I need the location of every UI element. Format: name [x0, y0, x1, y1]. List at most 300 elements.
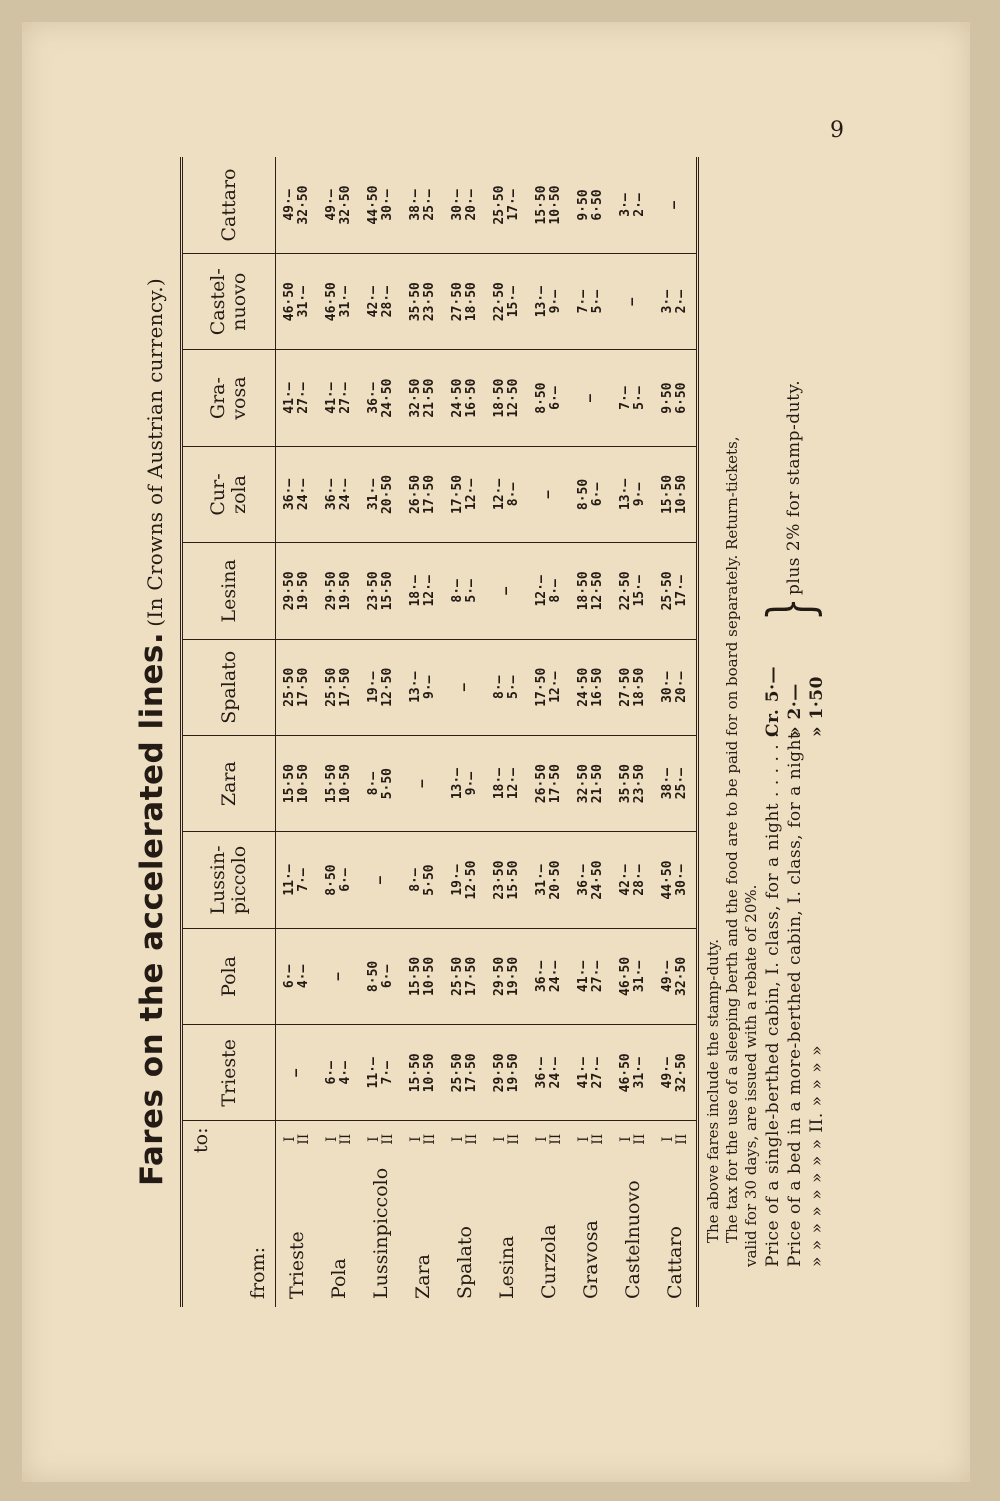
fare-cell [612, 253, 654, 349]
fare-value: 6·— [338, 868, 353, 892]
fare-cell [276, 446, 319, 542]
fare-cell [612, 735, 654, 831]
fare-cell [444, 543, 486, 639]
class-label: I [618, 1136, 634, 1143]
fare-value: 18·50 [492, 378, 507, 418]
fare-cell [570, 253, 612, 349]
fare-value: 13·— [408, 671, 423, 703]
fare-cell [444, 1025, 486, 1121]
column-header [182, 446, 276, 542]
fare-cell [402, 1025, 444, 1121]
fare-cell [318, 157, 360, 253]
fare-cell [360, 639, 402, 735]
fare-value: 36·— [534, 960, 549, 993]
fare-cell [360, 446, 402, 542]
from-station: Curzola [538, 1224, 560, 1299]
fare-cell [402, 543, 444, 639]
class-label: II [422, 1133, 438, 1145]
class-label: I [450, 1136, 466, 1143]
class-labels [444, 1121, 486, 1157]
fare-cell [570, 1025, 612, 1121]
fare-value: 25·50 [324, 667, 339, 707]
fare-cell [528, 735, 570, 831]
fare-value: 6·— [282, 964, 297, 989]
from-station: Pola [328, 1258, 350, 1299]
class-labels [276, 1121, 319, 1157]
fare-cell [486, 928, 528, 1024]
fare-cell [318, 735, 360, 831]
fare-cell [528, 928, 570, 1024]
class-labels [528, 1121, 570, 1157]
class-labels [318, 1121, 360, 1157]
fare-cell [444, 735, 486, 831]
fare-value: 15·50 [324, 764, 339, 804]
fare-cell [654, 928, 698, 1024]
fare-value: 36·— [366, 382, 381, 414]
class-label: I [282, 1136, 298, 1143]
fare-value: 24·— [296, 478, 311, 511]
fare-cell [528, 639, 570, 735]
column-header-line: Cur- [207, 473, 229, 516]
fare-value: 41·— [576, 1057, 591, 1089]
fare-cell [612, 1025, 654, 1121]
fare-value: 32·50 [576, 764, 591, 804]
table-row [654, 157, 698, 1307]
title-subtitle: (In Crowns of Austrian currency.) [143, 277, 167, 627]
fare-cell [528, 543, 570, 639]
fare-value: 35·50 [618, 764, 633, 804]
column-header [182, 157, 276, 253]
fare-value: 29·50 [324, 571, 339, 611]
fare-value: 15·— [506, 286, 521, 318]
class-label: II [548, 1133, 564, 1145]
fare-cell [444, 253, 486, 349]
from-station: Cattaro [654, 1157, 698, 1307]
fare-value: 18·50 [576, 571, 591, 611]
fare-cell [276, 639, 319, 735]
fare-value: — [331, 972, 346, 981]
fare-value: 12·— [464, 478, 479, 511]
fare-value: 21·50 [590, 764, 605, 804]
column-header-line: zola [228, 475, 250, 514]
fare-value: 42·— [366, 286, 381, 318]
class-labels [360, 1121, 402, 1157]
fare-value: 5·50 [380, 767, 395, 800]
fare-value: — [289, 1068, 304, 1077]
fare-value: 31·— [338, 286, 353, 318]
from-station: Zara [412, 1254, 434, 1299]
fare-value: 26·50 [408, 474, 423, 515]
class-label: II [338, 1133, 354, 1145]
fare-value: 18·— [408, 575, 423, 607]
fare-value: 12·50 [464, 860, 479, 900]
page-number: 9 [830, 118, 844, 143]
fare-cell [360, 543, 402, 639]
class-labels [402, 1121, 444, 1157]
fare-value: 46·50 [324, 282, 339, 322]
fare-value: 12·— [492, 478, 507, 511]
fare-value: 12·— [422, 575, 437, 607]
column-header-line: vosa [228, 376, 250, 420]
from-station: Spalato [454, 1226, 476, 1299]
fare-cell [402, 928, 444, 1024]
fare-value: 6·— [590, 482, 605, 507]
from-station: Gravosa [580, 1220, 602, 1299]
fare-cell [402, 350, 444, 446]
fare-value: 23·50 [492, 860, 507, 900]
fare-value: 36·— [324, 478, 339, 511]
price-description: Price of a single-berthed cabin, I. class, for a night . . . . . . [763, 732, 783, 1267]
fare-value: 19·50 [506, 1053, 521, 1093]
fare-value: 19·50 [506, 956, 521, 996]
fare-cell [612, 543, 654, 639]
fare-value: 25·50 [450, 956, 465, 996]
fare-value: — [373, 876, 388, 884]
fare-value: 16·50 [590, 667, 605, 707]
right-brace: } [754, 597, 827, 622]
fare-value: 15·50 [408, 956, 423, 996]
fare-value: 11·— [282, 864, 297, 896]
fare-cell [402, 639, 444, 735]
fare-value: 15·50 [408, 1053, 423, 1093]
fare-cell [486, 639, 528, 735]
fare-cell [612, 350, 654, 446]
table-row [402, 157, 444, 1307]
column-header-line: Lussin- [207, 845, 229, 915]
fare-cell [360, 157, 402, 253]
fare-value: 25·— [422, 189, 437, 221]
class-label: II [674, 1133, 690, 1145]
price-line-bed-second-class [806, 1045, 828, 1267]
fare-value: 41·— [324, 382, 339, 414]
fare-value: — [625, 297, 640, 306]
fare-value: 15·50 [660, 474, 675, 515]
fare-cell [276, 928, 319, 1024]
fare-value: 17·50 [338, 667, 353, 707]
fare-value: 44·50 [366, 185, 381, 225]
fare-value: 17·— [674, 575, 689, 607]
page [22, 22, 970, 1482]
fare-cell [654, 1025, 698, 1121]
fare-cell [318, 543, 360, 639]
fare-value: 31·— [366, 478, 381, 511]
fare-value: 2·— [632, 193, 647, 217]
fare-value: 31·— [296, 286, 311, 318]
fare-value: 18·— [492, 767, 507, 800]
fare-value: 13·— [450, 767, 465, 800]
column-header-line: Trieste [217, 1038, 240, 1107]
fare-value: 23·50 [422, 282, 437, 322]
fare-value: 16·50 [464, 378, 479, 418]
fare-value: 29·50 [492, 956, 507, 996]
column-header-line: Pola [217, 955, 240, 997]
column-header-line: piccolo [228, 845, 250, 915]
fare-cell [402, 157, 444, 253]
fares-table-body [276, 157, 698, 1307]
fare-cell [402, 735, 444, 831]
fare-value: 27·50 [618, 667, 633, 707]
note-return-tickets: valid for 30 days, are issued with a rebate of 20%. [742, 884, 760, 1267]
fare-value: 42·— [618, 864, 633, 896]
fare-cell [318, 1025, 360, 1121]
fare-value: 27·— [590, 1057, 605, 1089]
fare-cell [486, 253, 528, 349]
fares-table [180, 157, 699, 1307]
fare-cell [654, 543, 698, 639]
fare-cell [360, 832, 402, 928]
column-header-line: Lesina [217, 559, 240, 623]
column-header [182, 928, 276, 1024]
class-labels [486, 1121, 528, 1157]
table-row [570, 157, 612, 1307]
from-station: Castelnuovo [622, 1180, 644, 1299]
column-header-line: Gra- [207, 377, 229, 420]
column-header-line: Zara [217, 761, 240, 807]
fare-value: 25·— [674, 767, 689, 800]
fare-value: 8·— [506, 482, 521, 507]
column-header-line: nuovo [228, 272, 250, 331]
fare-cell [570, 832, 612, 928]
fare-cell [444, 639, 486, 735]
fare-cell [570, 446, 612, 542]
fare-value: 9·— [548, 289, 563, 314]
fare-value: 32·50 [296, 185, 311, 225]
fare-value: 12·— [534, 575, 549, 607]
fare-cell [570, 735, 612, 831]
fare-cell [318, 639, 360, 735]
fare-cell [444, 832, 486, 928]
fare-value: 28·— [380, 286, 395, 318]
fare-value: 18·50 [632, 667, 647, 707]
fare-value: 32·50 [408, 378, 423, 418]
fare-cell [570, 350, 612, 446]
fare-value: 25·50 [282, 667, 297, 707]
fare-cell [486, 832, 528, 928]
fare-cell [402, 832, 444, 928]
fare-cell [276, 543, 319, 639]
fare-value: — [667, 201, 682, 209]
table-row [444, 157, 486, 1307]
fare-value: 12·— [548, 671, 563, 703]
fare-value: 15·50 [282, 764, 297, 804]
fare-value: 31·— [632, 1057, 647, 1089]
fare-value: 23·50 [632, 764, 647, 804]
class-label: I [576, 1136, 592, 1143]
fare-value: 19·50 [338, 571, 353, 611]
fare-cell [528, 446, 570, 542]
class-label: I [534, 1136, 550, 1143]
fare-cell [654, 157, 698, 253]
fare-cell [654, 446, 698, 542]
fare-cell [654, 253, 698, 349]
fare-cell [528, 350, 570, 446]
fare-cell [612, 928, 654, 1024]
class-labels [570, 1121, 612, 1157]
fare-cell [612, 639, 654, 735]
price-description: Price of a bed in a more-berthed cabin, I. class, for a night [785, 731, 805, 1267]
fare-cell [276, 253, 319, 349]
fare-value: 24·50 [590, 860, 605, 900]
price-amount: » 1·50 [807, 676, 827, 737]
class-label: II [296, 1133, 312, 1145]
fare-cell [486, 1025, 528, 1121]
fare-value: 30·— [674, 864, 689, 896]
fare-cell [360, 735, 402, 831]
fare-value: 10·50 [296, 764, 311, 804]
notes [704, 187, 761, 1267]
fare-value: 19·50 [296, 571, 311, 611]
price-line-bed-first-class [784, 732, 806, 1267]
fare-value: 24·50 [380, 378, 395, 418]
fare-cell [360, 1025, 402, 1121]
fare-value: 10·50 [338, 764, 353, 804]
fare-value: 10·50 [422, 1053, 437, 1093]
fare-value: 31·— [534, 864, 549, 896]
fare-value: 30·— [380, 189, 395, 221]
table-row [528, 157, 570, 1307]
fare-value: 41·— [282, 382, 297, 414]
table-row [360, 157, 402, 1307]
fare-value: 20·— [464, 189, 479, 221]
page-title [134, 157, 170, 1307]
cabin-prices [754, 187, 828, 1267]
fare-value: 9·— [632, 482, 647, 507]
fare-value: 12·50 [506, 378, 521, 418]
fare-value: 36·— [534, 1057, 549, 1089]
fare-value: 30·— [450, 189, 465, 221]
fare-value: 13·— [534, 286, 549, 318]
fare-value: 38·— [408, 189, 423, 221]
price-description: » » » » » » » » II. » » » » [807, 1045, 827, 1267]
fare-value: 17·50 [464, 1053, 479, 1093]
fare-value: 5·— [590, 289, 605, 314]
fare-value: — [415, 779, 430, 788]
fare-value: 17·— [506, 189, 521, 221]
class-label: II [506, 1133, 522, 1145]
fare-value: 49·— [324, 189, 339, 221]
fare-value: 46·50 [618, 956, 633, 996]
fare-value: 25·50 [450, 1053, 465, 1093]
fare-cell [486, 446, 528, 542]
fare-value: 32·50 [338, 185, 353, 225]
fare-cell [486, 157, 528, 253]
fare-value: 41·— [576, 960, 591, 993]
column-header-line: Castel- [207, 268, 229, 336]
class-labels [654, 1121, 698, 1157]
column-header [182, 253, 276, 349]
table-row [486, 157, 528, 1307]
fare-cell [612, 157, 654, 253]
table-row [612, 157, 654, 1307]
fare-cell [528, 253, 570, 349]
fare-value: 30·— [660, 671, 675, 703]
fare-value: 49·— [660, 1057, 675, 1089]
fare-value: 36·— [282, 478, 297, 511]
fare-value: 6·— [548, 386, 563, 410]
fare-cell [402, 446, 444, 542]
fare-value: 32·50 [674, 1053, 689, 1093]
price-line-single-cabin [762, 732, 784, 1267]
fare-cell [612, 446, 654, 542]
price-amount: Cr. 5·— [763, 665, 783, 737]
fare-value: 28·— [632, 864, 647, 896]
from-station: Lussinpiccolo [370, 1167, 392, 1299]
fare-value: 29·50 [282, 571, 297, 611]
class-label: I [366, 1136, 382, 1143]
class-label: II [464, 1133, 480, 1145]
fare-value: 24·— [338, 478, 353, 511]
class-label: II [632, 1133, 648, 1145]
from-station: Lesina [496, 1235, 518, 1299]
fare-cell [486, 735, 528, 831]
fare-value: 8·— [450, 579, 465, 603]
fare-cell [318, 350, 360, 446]
fare-cell [276, 735, 319, 831]
fare-value: 46·50 [282, 282, 297, 322]
fare-cell [276, 157, 319, 253]
fare-value: 8·— [548, 579, 563, 603]
fare-value: 17·50 [296, 667, 311, 707]
fare-value: 7·— [380, 1061, 395, 1085]
from-station: Trieste [286, 1231, 308, 1299]
class-label: I [492, 1136, 508, 1143]
fare-cell [444, 928, 486, 1024]
fare-cell [570, 157, 612, 253]
fare-value: 8·50 [366, 960, 381, 993]
fare-value: 6·— [380, 964, 395, 989]
fare-cell [360, 253, 402, 349]
fare-cell [318, 446, 360, 542]
fare-value: 17·50 [534, 667, 549, 707]
price-amount: » 2·— [785, 683, 805, 737]
fare-value: 8·50 [324, 864, 339, 896]
column-header [182, 350, 276, 446]
note-sleeping-berth: The tax for the use of a sleeping berth and the food are to be paid for on board separately. Return-tickets, [723, 436, 741, 1243]
fare-cell [318, 253, 360, 349]
fare-value: 27·50 [450, 282, 465, 322]
fare-value: 17·50 [548, 764, 563, 804]
fare-value: 7·— [618, 386, 633, 410]
fare-value: 46·50 [618, 1053, 633, 1093]
table-row [318, 157, 360, 1307]
rotated-content [130, 157, 830, 1307]
class-label: II [380, 1133, 396, 1145]
fare-value: 8·— [408, 868, 423, 892]
stamp-duty-note: plus 2% for stamp-duty. [784, 379, 804, 595]
fare-value: 15·50 [534, 185, 549, 225]
fare-value: 8·— [366, 771, 381, 796]
fare-value: 5·— [464, 579, 479, 603]
fare-value: 12·— [506, 767, 521, 800]
column-header [182, 832, 276, 928]
fare-cell [486, 350, 528, 446]
fare-value: 3·— [618, 193, 633, 217]
fare-cell [528, 157, 570, 253]
fare-value: 5·— [632, 386, 647, 410]
fare-value: 2·— [674, 289, 689, 314]
fare-value: 24·— [548, 960, 563, 993]
fare-value: 15·50 [380, 571, 395, 611]
fare-cell [612, 832, 654, 928]
fare-value: — [499, 586, 514, 595]
column-header [182, 543, 276, 639]
fare-cell [318, 832, 360, 928]
fare-value: 31·— [632, 960, 647, 993]
class-label: I [660, 1136, 676, 1143]
column-header [182, 639, 276, 735]
fare-value: 49·— [660, 960, 675, 993]
fare-value: 32·50 [674, 956, 689, 996]
